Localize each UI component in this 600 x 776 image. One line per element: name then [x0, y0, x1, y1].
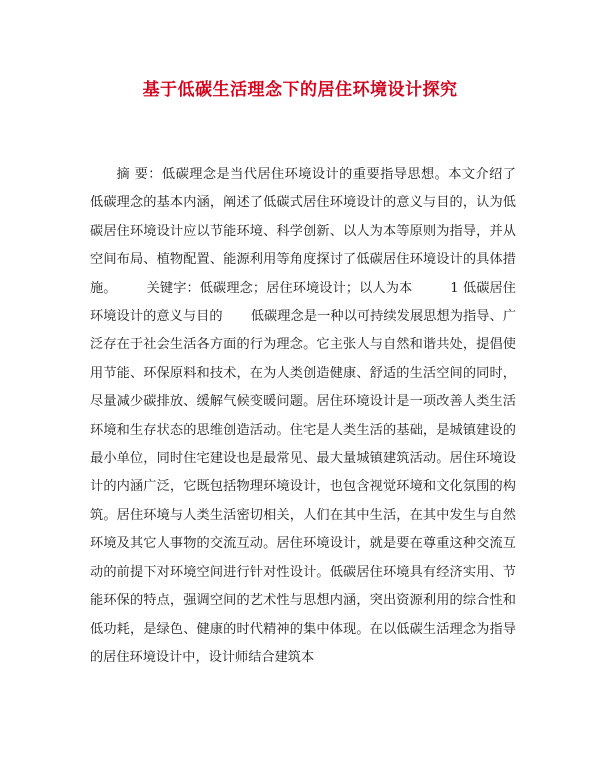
section-heading: 1 低碳居住环境设计的意义与目的 — [90, 280, 516, 325]
body-paragraph: 低碳理念是一种以可持续发展思想为指导、广泛存在于社会生活各方面的行为理念。它主张人与自然和谐共处，提倡使用节能、环保原料和技术，在为人类创造健康、舒适的生活空间的同时，尽量减少碳排放、缓解气候变暖问题。居住环境设计是一项改善人类生活环境和生存状态的思维创造活动。住宅是人类生活的基础，是城镇建设的最小单位，同时住宅建设也是最常见、最大量城镇建筑活动。居住环境设计的内涵广泛，它既包括物理环境设计，也包含视觉环境和文化氛围的构筑。居住环境与人类生活密切相关，人们在其中生活，在其中发生与自然环境及其它人事物的交流互动。居住环境设计，就是要在尊重这种交流互动的前提下对环境空间进行针对性设计。低碳居住环境具有经济实用、节能环保的特点，强调空间的艺术性与思想内涵，突出资源利用的综合性和低功耗，是绿色、健康的时代精神的集中体现。在以低碳生活理念为指导的居住环境设计中，设计师结合建筑本 — [90, 309, 517, 665]
document-body — [90, 161, 516, 672]
abstract-text: 摘 要：低碳理念是当代居住环境设计的重要指导思想。本文介绍了低碳理念的基本内涵，阐述了低碳式居住环境设计的意义与目的，认为低碳居住环境设计应以节能环境、科学创新、以人为本等原则为指导，并从空间布局、植物配置、能源利用等角度探讨了低碳居住环境设计的具体措施。 — [90, 167, 516, 296]
document-title: 基于低碳生活理念下的居住环境设计探究 — [142, 80, 458, 100]
keywords-line: 关键字：低碳理念；居住环境设计；以人为本 — [146, 280, 413, 296]
